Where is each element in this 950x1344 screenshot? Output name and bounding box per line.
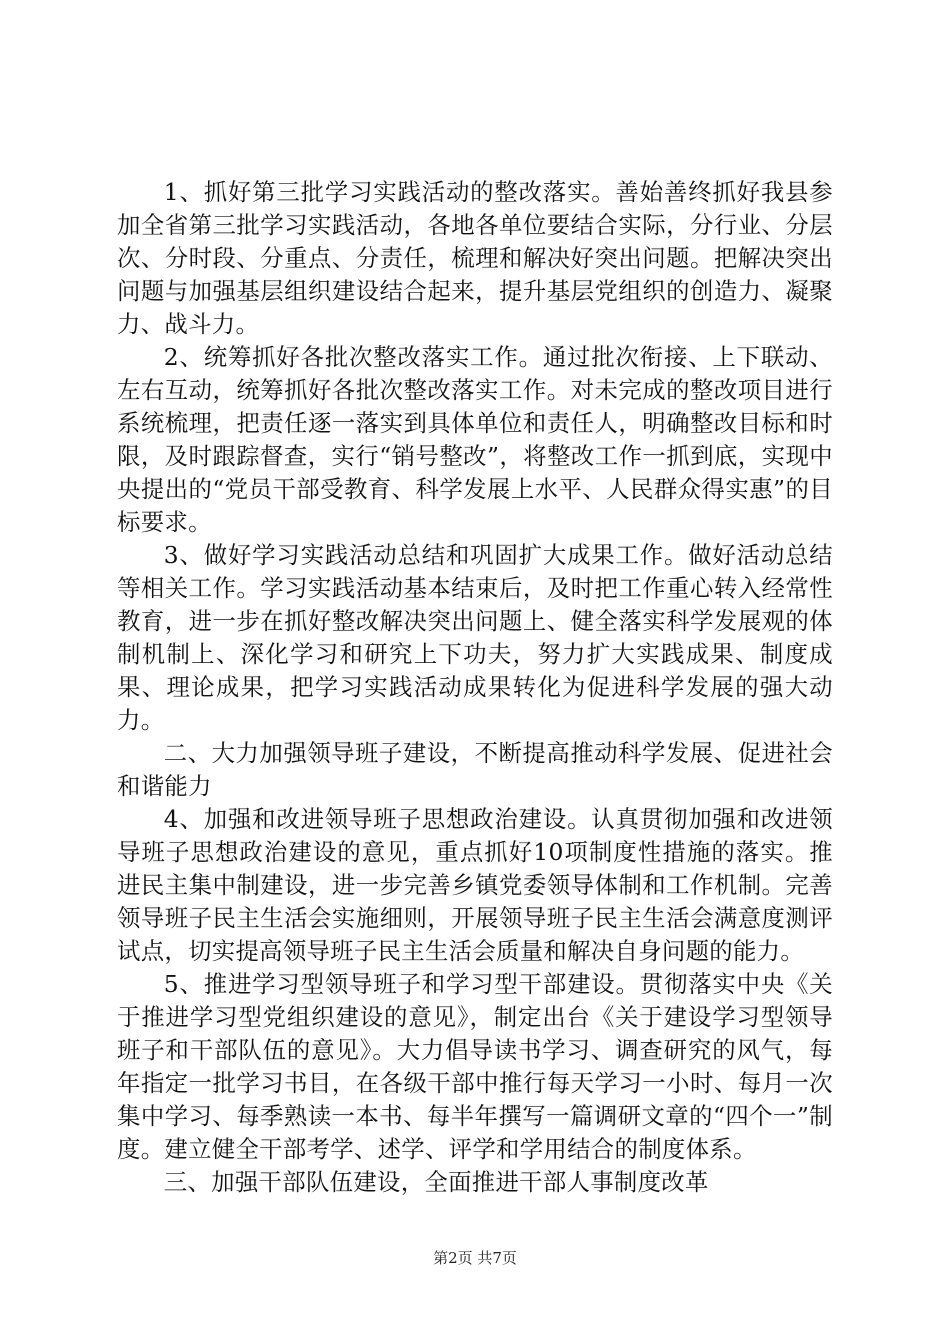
paragraph-item-1: 1、抓好第三批学习实践活动的整改落实。善始善终抓好我县参加全省第三批学习实践活动，各地各单位要结合实际，分行业、分层次、分时段、分重点、分责任，梳理和解决好突出问题。把解决突出问题与加强基层组织建设结合起来，提升基层党组织的创造力、凝聚力、战斗力。 <box>117 178 833 338</box>
section-heading-2: 二、大力加强领导班子建设，不断提高推动科学发展、促进社会和谐能力 <box>117 739 833 800</box>
paragraph-item-5: 5、推进学习型领导班子和学习型干部建设。贯彻落实中央《关于推进学习型党组织建设的意见》，制定出台《关于建设学习型领导班子和干部队伍的意见》。大力倡导读书学习、调查研究的风气，每年指定一批学习书目，在各级干部中推行每天学习一小时、每月一次集中学习、每季熟读一本书、每半年撰写一篇调研文章的“四个一”制度。建立健全干部考学、述学、评学和学用结合的制度体系。 <box>117 970 833 1163</box>
paragraph-item-4: 4、加强和改进领导班子思想政治建设。认真贯彻加强和改进领导班子思想政治建设的意见，重点抓好10项制度性措施的落实。推进民主集中制建设，进一步完善乡镇党委领导体制和工作机制。完善领导班子民主生活会实施细则，开展领导班子民主生活会满意度测评试点，切实提高领导班子民主生活会质量和解决自身问题的能力。 <box>117 805 833 965</box>
document-body <box>117 176 833 1199</box>
section-heading-3: 三、加强干部队伍建设，全面推进干部人事制度改革 <box>163 1168 709 1196</box>
paragraph-item-2: 2、统筹抓好各批次整改落实工作。通过批次衔接、上下联动、左右互动，统筹抓好各批次整改落实工作。对未完成的整改项目进行系统梳理，把责任逐一落实到具体单位和责任人，明确整改目标和时限，及时跟踪督查，实行“销号整改”，将整改工作一抓到底，实现中央提出的“党员干部受教育、科学发展上水平、人民群众得实惠”的目标要求。 <box>117 343 833 536</box>
page-footer: 第2页 共7页 <box>433 1249 517 1267</box>
paragraph-item-3: 3、做好学习实践活动总结和巩固扩大成果工作。做好活动总结等相关工作。学习实践活动基本结束后，及时把工作重心转入经常性教育，进一步在抓好整改解决突出问题上、健全落实科学发展观的体制机制上、深化学习和研究上下功夫，努力扩大实践成果、制度成果、理论成果，把学习实践活动成果转化为促进科学发展的强大动力。 <box>117 541 833 734</box>
